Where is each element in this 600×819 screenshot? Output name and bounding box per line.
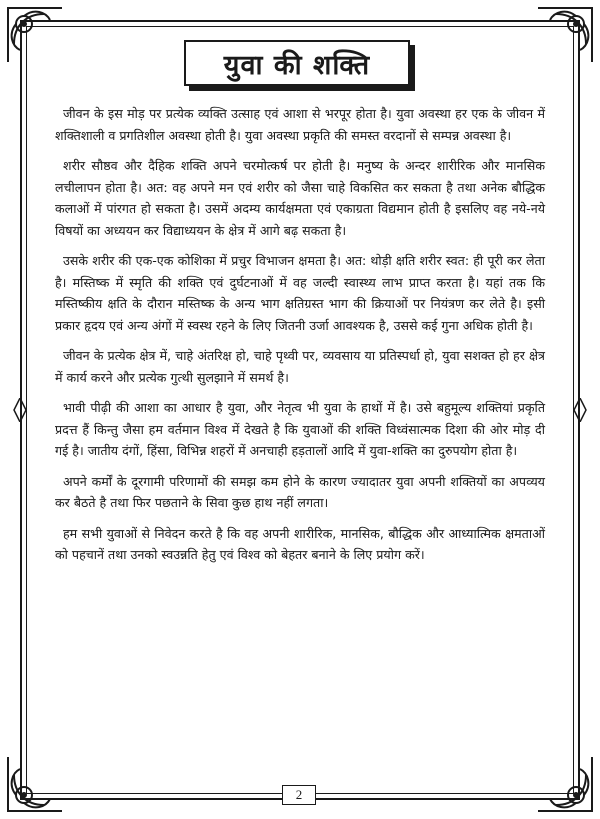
corner-ornament-bottom-left [4, 753, 66, 815]
paragraph: उसके शरीर की एक-एक कोशिका में प्रचुर विभाजन क्षमता है। अत: थोड़ी क्षति शरीर स्वत: ही पूरी कर लेता है। मस्तिष्क में स्मृति की शक्ति एवं दुर्घटनाओं में वह जल्दी स्वास्थ्य लाभ प्राप्त करता है। यहां तक कि मस्तिष्कीय क्षति के दौरान मस्तिष्क के अन्य भाग क्षतिग्रस्त भाग की क्रियाओं पर नियंत्रण कर लेते है। इसी प्रकार हृदय एवं अन्य अंगों में स्वस्थ रहने के लिए जितनी उर्जा आवश्यक है, उससे कई गुना अधिक होती है। [55, 253, 545, 333]
page-number-box [282, 785, 316, 805]
side-ornament-right [573, 398, 587, 422]
paragraph: अपने कर्मों के दूरगामी परिणामों की समझ कम होने के कारण ज्यादातर युवा अपनी शक्तियों का अपव्यय कर बैठते है तथा फिर पछताने के सिवा कुछ हाथ नहीं लगता। [55, 473, 545, 510]
corner-ornament-top-right [534, 4, 596, 66]
paragraph: भावी पीढ़ी की आशा का आधार है युवा, और नेतृत्व भी युवा के हाथों में है। उसे बहुमूल्य शक्तियां प्रकृति प्रदत्त हैं किन्तु जैसा हम वर्तमान विश्व में देखते है कि युवाओं की शक्ति विध्वंसात्मक दिशा की ओर मोड़ दी गई है। जातीय दंगों, हिंसा, विभिन्न शहरों में अनचाही हड़तालों आदि में युवा-शक्ति का दुरुपयोग होता है। [55, 400, 545, 458]
page-title: युवा की शक्ति [223, 49, 371, 81]
article-body [55, 103, 545, 575]
page-number: 2 [295, 787, 303, 802]
corner-ornament-bottom-right [534, 753, 596, 815]
paragraph: शरीर सौष्ठव और दैहिक शक्ति अपने चरमोत्कर्ष पर होती है। मनुष्य के अन्दर शारीरिक और मानसिक लचीलापन होता है। अत: वह अपने मन एवं शरीर को जैसा चाहे विकसित कर सकता है तथा अनेक बौद्धिक कलाओं में पांरगत हो सकता है। उसमें अदम्य कार्यक्षमता एवं एकाग्रता विद्यमान होती है इसलिए वह नये-नये विषयों का अध्ययन कर विद्याध्ययन के क्षेत्र में आगे बढ़ सकता है। [55, 158, 545, 238]
corner-ornament-top-left [4, 4, 66, 66]
side-ornament-left [13, 398, 27, 422]
paragraph: जीवन के प्रत्येक क्षेत्र में, चाहे अंतरिक्ष हो, चाहे पृथ्वी पर, व्यवसाय या प्रतिस्पर्धा हो, युवा सशक्त हो हर क्षेत्र में कार्य करने और प्रत्येक गुत्थी सुलझाने में समर्थ है। [55, 348, 545, 385]
paragraph: हम सभी युवाओं से निवेदन करते है कि वह अपनी शारीरिक, मानसिक, बौद्धिक और आध्यात्मिक क्षमताओं को पहचानें तथा उनको स्वउन्नति हेतु एवं विश्व को बेहतर बनाने के लिए प्रयोग करें। [55, 525, 545, 562]
paragraph: जीवन के इस मोड़ पर प्रत्येक व्यक्ति उत्साह एवं आशा से भरपूर होता है। युवा अवस्था हर एक के जीवन में शक्तिशाली व प्रगतिशील अवस्था होती है। युवा अवस्था प्रकृति की समस्त वरदानों से सम्पन्न अवस्था है। [55, 106, 545, 143]
title-box [184, 40, 410, 86]
